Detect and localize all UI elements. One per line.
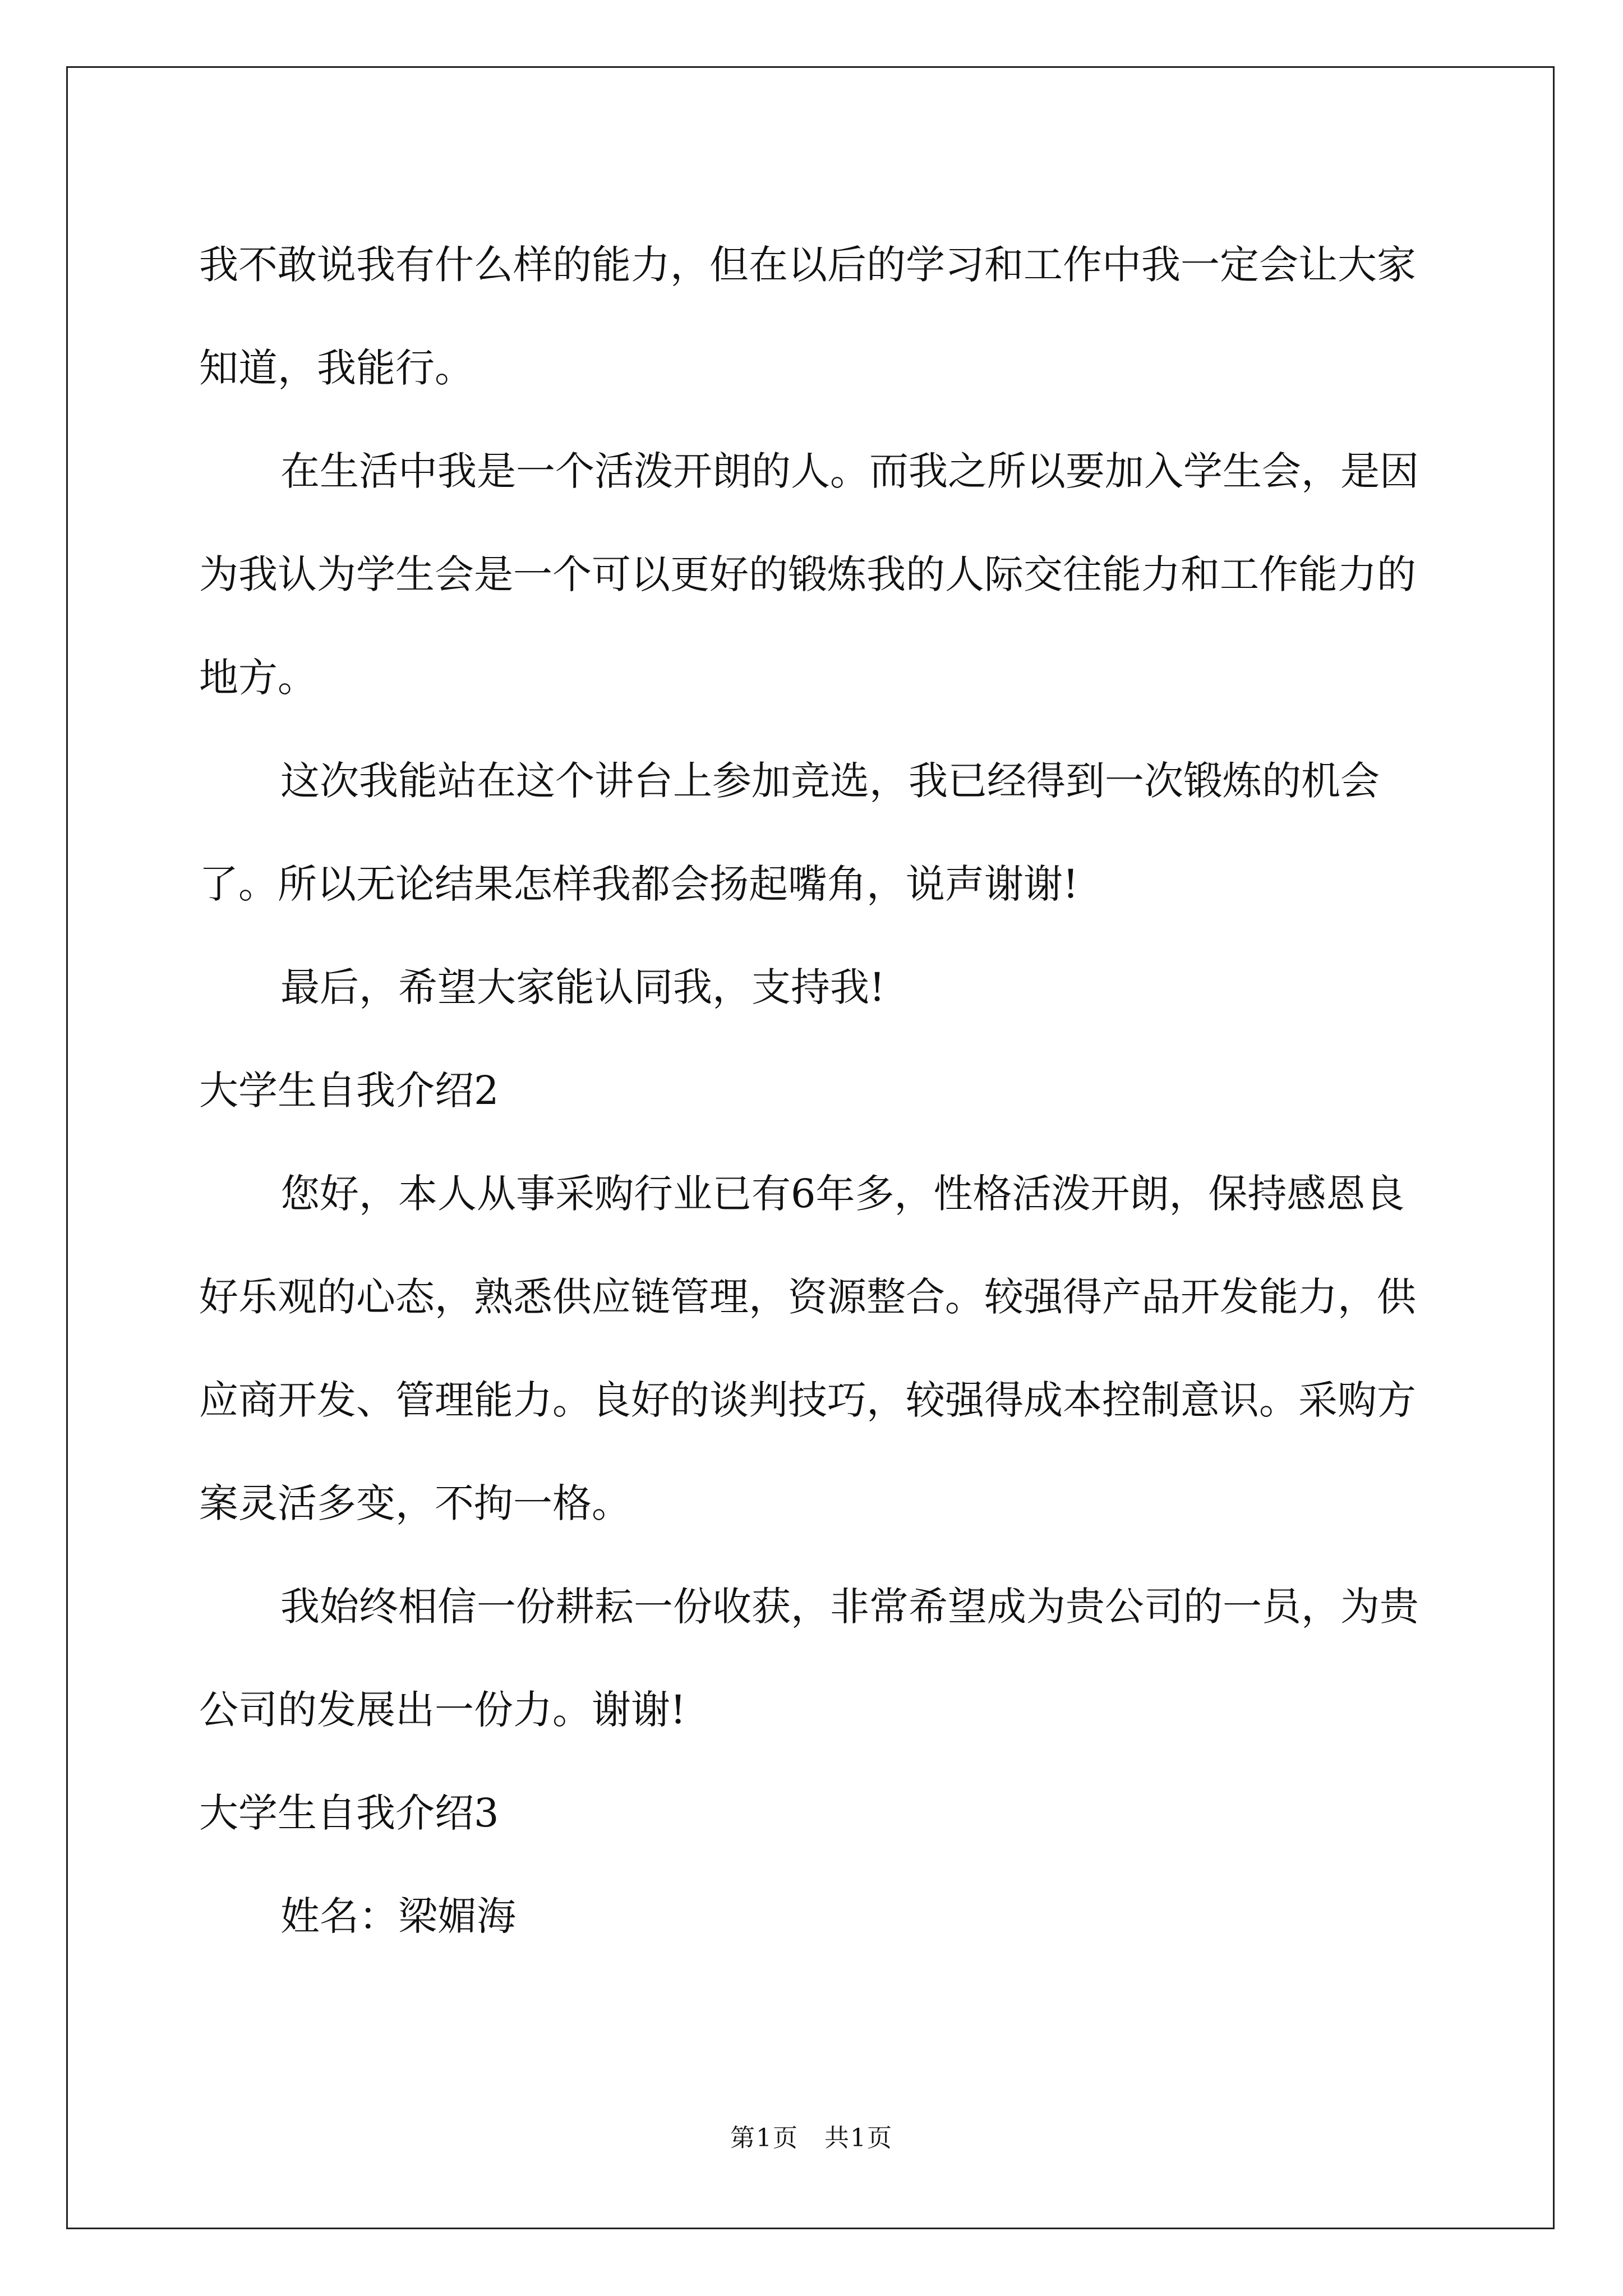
paragraph-4: 最后，希望大家能认同我，支持我! — [280, 964, 886, 1010]
page-footer: 第1页 共1页 — [730, 2124, 893, 2152]
paragraph-1: 我不敢说我有什么样的能力，但在以后的学习和工作中我一定会让大家知道，我能行。 — [199, 242, 1416, 391]
paragraph-3: 这次我能站在这个讲台上参加竞选，我已经得到一次锻炼的机会了。所以无论结果怎样我都会扬起嘴角，说声谢谢! — [199, 758, 1380, 907]
paragraph-7: 姓名：梁媚海 — [280, 1893, 516, 1939]
document-body — [199, 213, 1431, 1968]
paragraph-2: 在生活中我是一个活泼开朗的人。而我之所以要加入学生会，是因为我认为学生会是一个可以更好的锻炼我的人际交往能力和工作能力的地方。 — [199, 448, 1419, 701]
paragraph-5: 您好，本人从事采购行业已有6年多，性格活泼开朗，保持感恩良好乐观的心态，熟悉供应链管理，资源整合。较强得产品开发能力，供应商开发、管理能力。良好的谈判技巧，较强得成本控制意识。采购方案灵活多变，不拘一格。 — [199, 1171, 1416, 1526]
paragraph-6: 我始终相信一份耕耘一份收获，非常希望成为贵公司的一员，为贵公司的发展出一份力。谢谢! — [199, 1584, 1419, 1733]
section-heading-2: 大学生自我介绍2 — [199, 1068, 499, 1114]
section-heading-3: 大学生自我介绍3 — [199, 1790, 499, 1836]
